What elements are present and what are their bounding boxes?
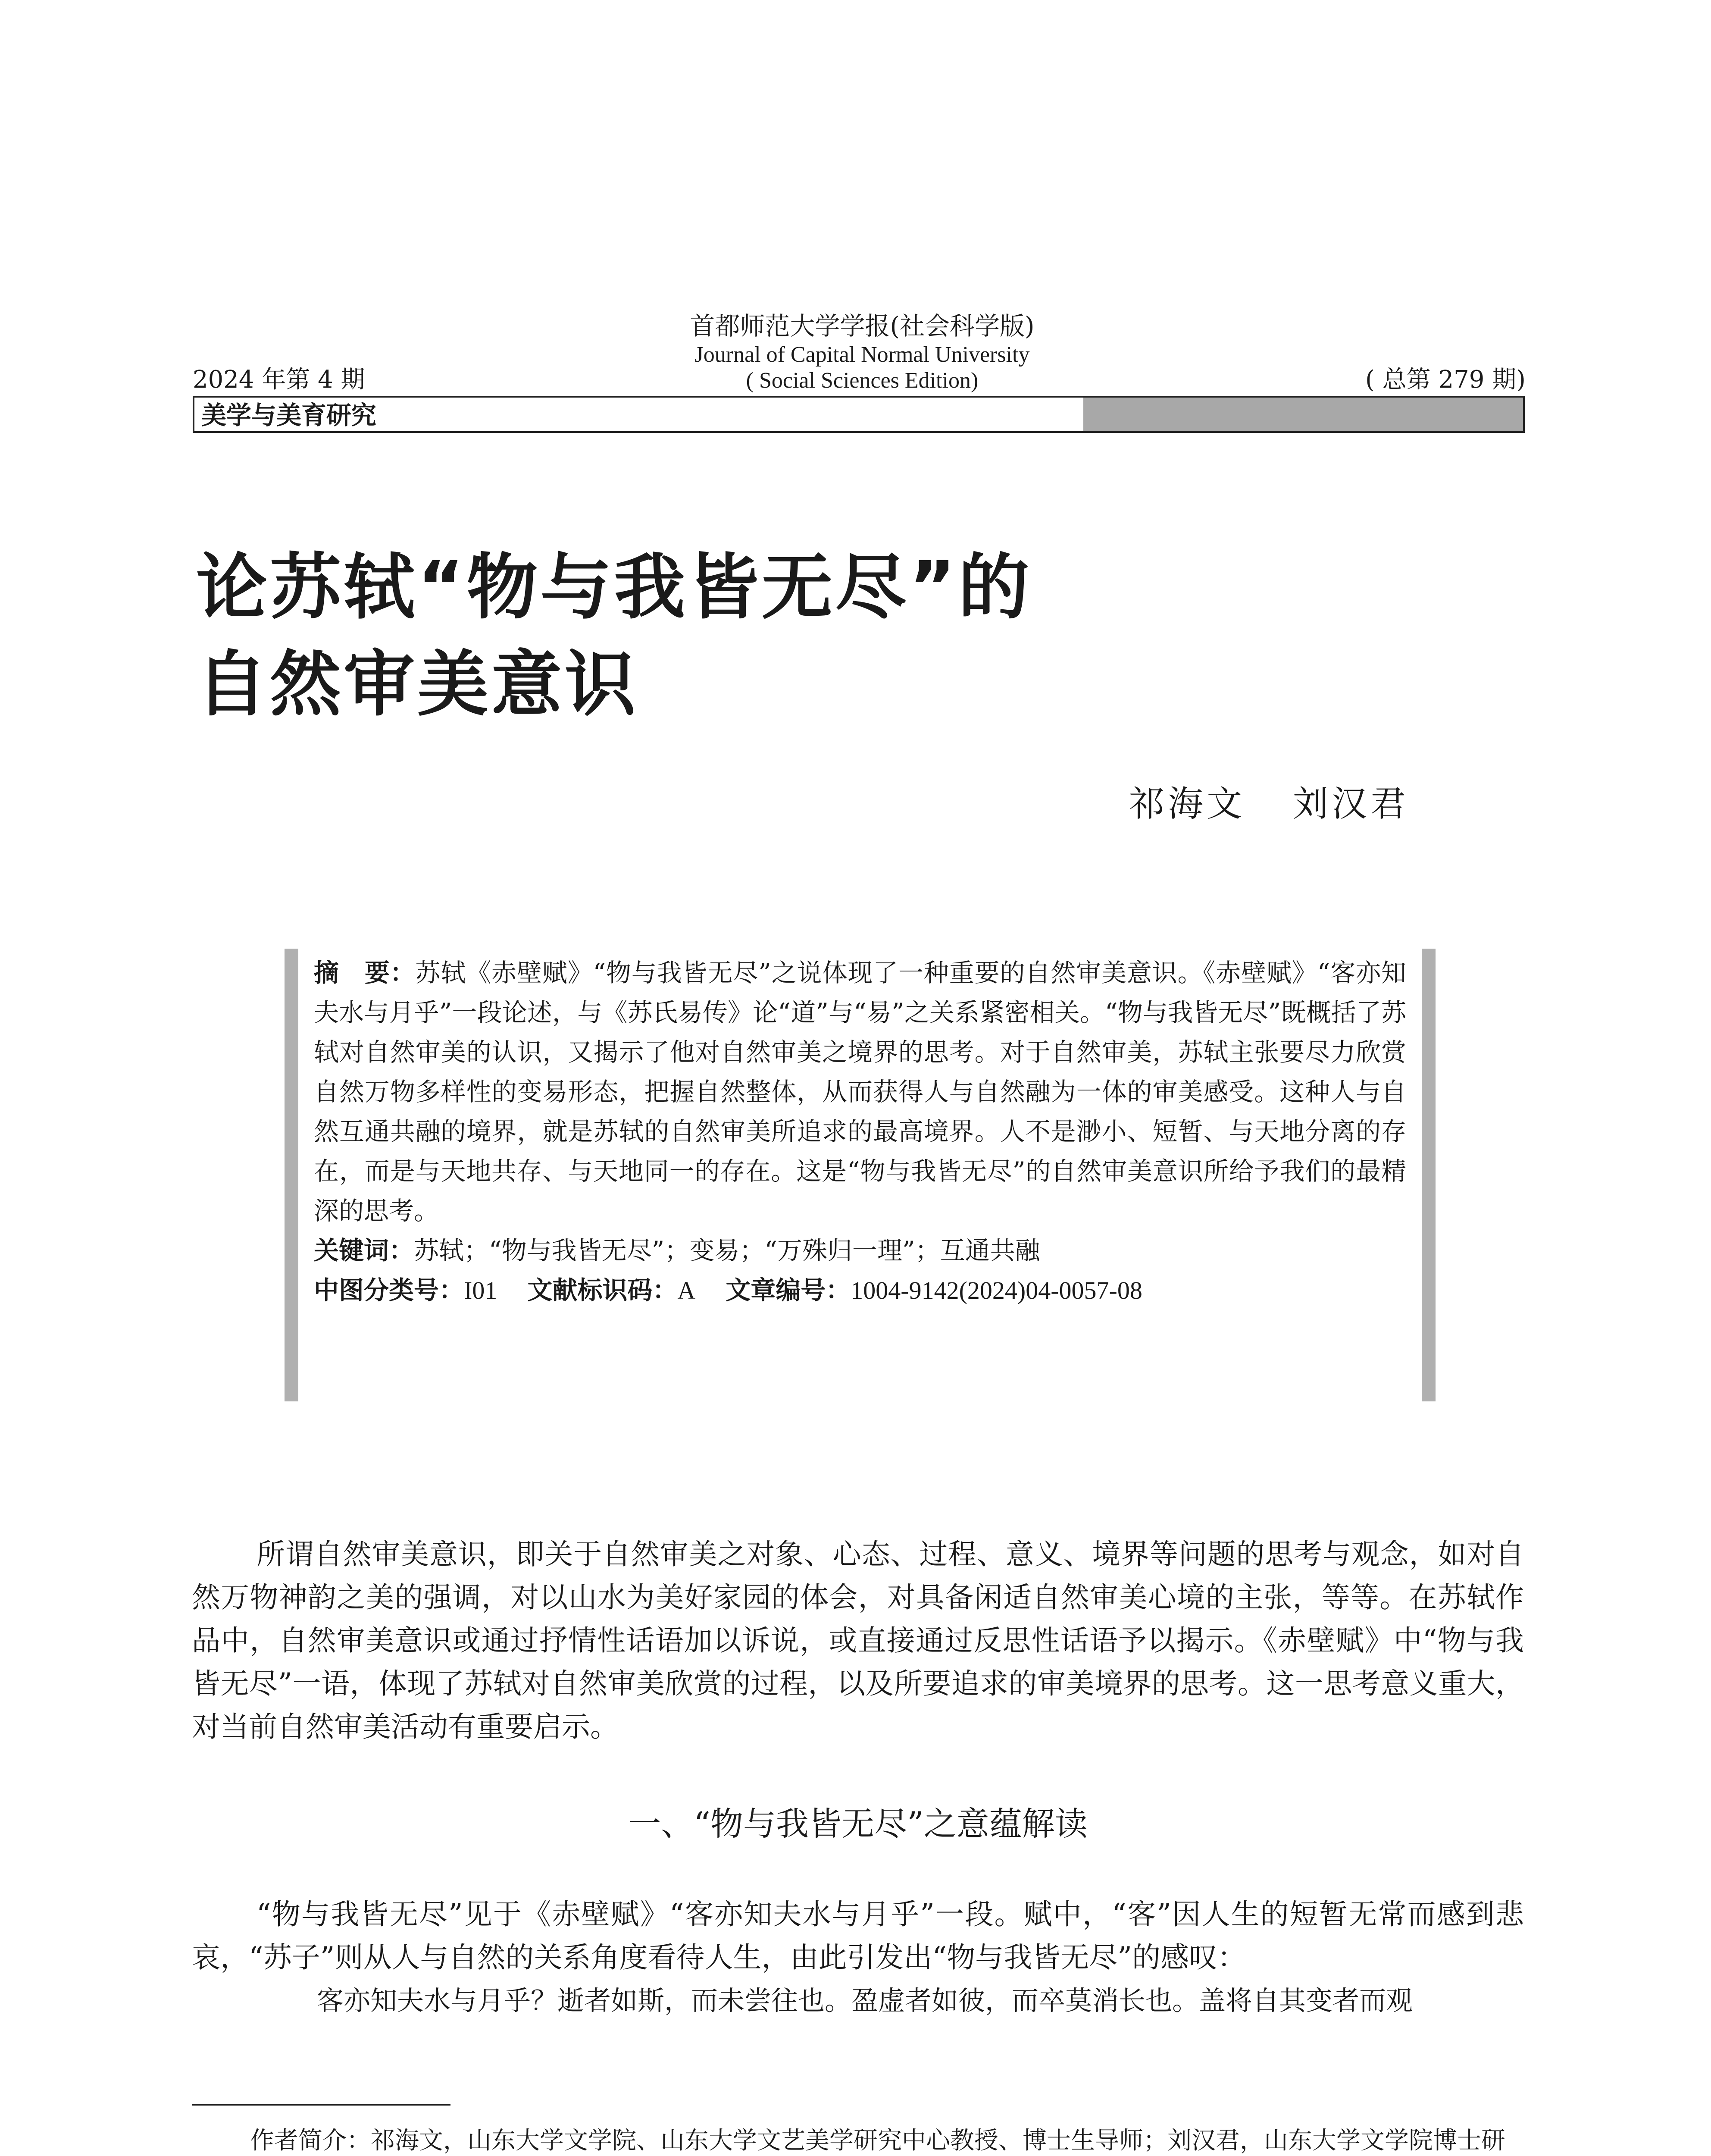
section-heading-1: 一、“物与我皆无尽”之意蕴解读 <box>628 1805 1088 1843</box>
column-label: 美学与美育研究 <box>201 401 377 430</box>
authors <box>1129 780 1409 828</box>
block-quote: 客亦知夫水与月乎？逝者如斯，而未尝往也。盈虚者如彼，而卒莫消长也。盖将自其变者而观 <box>317 1985 1413 2016</box>
abstract-text: 苏轼《赤壁赋》“物与我皆无尽”之说体现了一种重要的自然审美意识。《赤壁赋》“客亦知夫水与月乎”一段论述，与《苏氏易传》论“道”与“易”之关系紧密相关。“物与我皆无尽”既概括了苏轼对自然审美的认识，又揭示了他对自然审美之境界的思考。对于自然审美，苏轼主张要尽力欣赏自然万物多样性的变易形态，把握自然整体，从而获得人与自然融为一体的审美感受。这种人与自然互通共融的境界，就是苏轼的自然审美所追求的最高境界。人不是渺小、短暂、与天地分离的存在，而是与天地共存、与天地同一的存在。这是“物与我皆无尽”的自然审美意识所给予我们的最精深的思考。 <box>314 958 1406 1225</box>
issue-label: 2024 年第 4 期 <box>193 366 365 394</box>
article-title <box>196 539 1032 733</box>
title-line-2: 自然审美意识 <box>196 643 638 726</box>
doc-code-item <box>527 1275 695 1305</box>
footnote-label: 作者简介： <box>250 2127 371 2155</box>
doc-code-value: A <box>677 1276 696 1304</box>
article-no-value: 1004-9142(2024)04-0057-08 <box>851 1276 1142 1304</box>
abstract-label: 摘 要： <box>314 958 416 987</box>
author-2: 刘汉君 <box>1292 783 1409 824</box>
article-no-item <box>726 1275 1142 1305</box>
footnote-rule <box>192 2104 450 2106</box>
keywords <box>314 1231 1406 1270</box>
column-bar <box>193 396 1525 433</box>
title-line-1: 论苏轼“物与我皆无尽”的 <box>196 546 1032 629</box>
clc-item <box>314 1275 497 1305</box>
total-issue-label: ( 总第 279 期) <box>1365 366 1526 394</box>
article-no-label: 文章编号： <box>726 1275 851 1305</box>
keywords-label: 关键词： <box>314 1236 414 1265</box>
classification-line <box>314 1270 1406 1310</box>
clc-value: I01 <box>464 1276 497 1304</box>
abstract <box>314 953 1406 1231</box>
body-paragraph-1: 所谓自然审美意识，即关于自然审美之对象、心态、过程、意义、境界等问题的思考与观念，如对自然万物神韵之美的强调，对以山水为美好家园的体会，对具备闲适自然审美心境的主张，等等。在苏轼作品中，自然审美意识或通过抒情性话语加以诉说，或直接通过反思性话语予以揭示。《赤壁赋》中“物与我皆无尽”一语，体现了苏轼对自然审美欣赏的过程，以及所要追求的审美境界的思考。这一思考意义重大，对当前自然审美活动有重要启示。 <box>192 1538 1524 1743</box>
author-1: 祁海文 <box>1129 783 1245 824</box>
body-paragraph-2: “物与我皆无尽”见于《赤壁赋》“客亦知夫水与月乎”一段。赋中，“客”因人生的短暂无常而感到悲哀，“苏子”则从人与自然的关系角度看待人生，由此引发出“物与我皆无尽”的感叹： <box>192 1898 1524 1974</box>
footnote-text: 祁海文，山东大学文学院、山东大学文艺美学研究中心教授、博士生导师；刘汉君，山东大学文学院博士研 <box>371 2127 1505 2155</box>
journal-name-english: Journal of Capital Normal University <box>694 342 1030 367</box>
abstract-box <box>285 949 1436 1401</box>
keywords-text: 苏轼；“物与我皆无尽”；变易；“万殊归一理”；互通共融 <box>414 1236 1040 1265</box>
author-footnote <box>250 2122 1526 2156</box>
journal-name-chinese: 首都师范大学学报(社会科学版) <box>690 311 1035 341</box>
clc-label: 中图分类号： <box>314 1275 464 1305</box>
column-bar-fill <box>1083 398 1523 431</box>
journal-edition-english: ( Social Sciences Edition) <box>746 368 979 393</box>
doc-code-label: 文献标识码： <box>527 1275 678 1305</box>
